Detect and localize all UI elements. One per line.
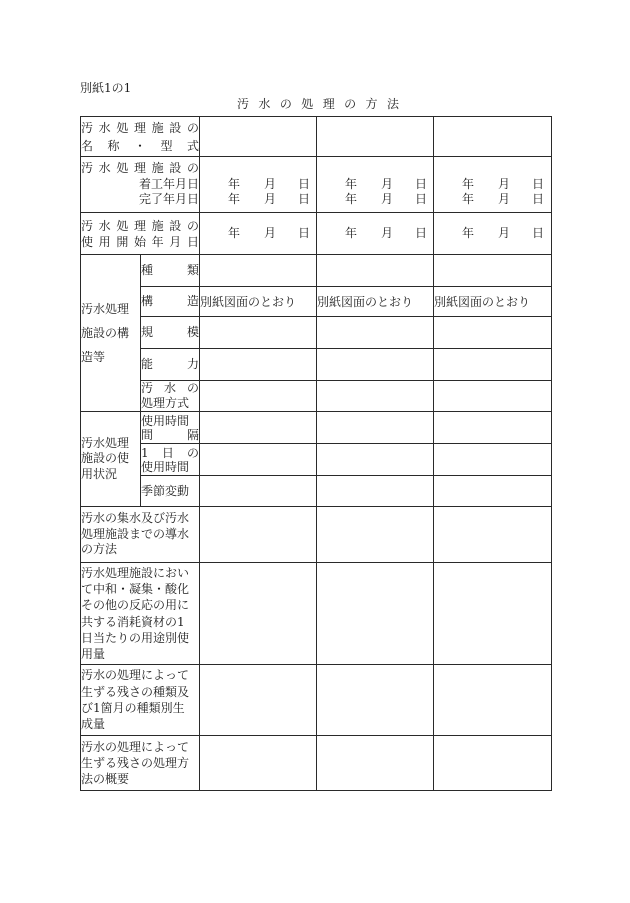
collection-method-cell-3 xyxy=(434,507,552,563)
label-glyph: 施 xyxy=(151,161,164,176)
residue-types-cell-1 xyxy=(200,665,317,736)
usage-group-label-line: 施設の使 xyxy=(81,451,130,466)
label-glyph: 類 xyxy=(187,263,200,277)
date-group xyxy=(434,161,551,208)
structure-capacity-cell-3 xyxy=(434,349,552,381)
label-glyph: 水 xyxy=(98,120,111,135)
construction-start-label: 着工年月日 xyxy=(139,176,200,191)
label-glyph: 構 xyxy=(141,294,154,308)
use-start-date-line xyxy=(200,226,316,242)
treatment-method-cell-1 xyxy=(200,381,317,412)
year-unit: 年 xyxy=(462,176,475,191)
date-group xyxy=(200,161,316,208)
usage-daily-hours-cell-3 xyxy=(434,444,552,476)
month-unit: 月 xyxy=(264,225,277,240)
collection-method-cell-1 xyxy=(200,507,317,563)
structure-type-cell-1 xyxy=(200,255,317,287)
consumables-label-line: 共する消耗資材の1 xyxy=(81,614,185,629)
construction-dates-label xyxy=(81,157,200,213)
label-glyph: 施 xyxy=(151,120,164,135)
month-unit: 月 xyxy=(381,176,394,191)
facility-name-type-label-line xyxy=(81,137,199,155)
label-glyph: 用 xyxy=(98,234,111,249)
usage-hours-interval-cell-1 xyxy=(200,412,317,444)
residue-disposal-label-line: 汚水の処理によって xyxy=(81,740,190,754)
start-date-line xyxy=(317,177,433,193)
residue-types-label xyxy=(81,665,200,736)
structure-value-cell-1: 別紙図面のとおり xyxy=(200,287,317,317)
page-title xyxy=(237,96,399,112)
label-glyph: の xyxy=(186,161,199,176)
treatment-method-cell-3 xyxy=(434,381,552,412)
construction-dates-cell-3 xyxy=(434,157,552,213)
usage-hours-interval-label-line: 使用時間 xyxy=(141,413,190,428)
treatment-method-cell-2 xyxy=(317,381,434,412)
collection-method-label-line: 汚水の集水及び汚水 xyxy=(81,511,190,526)
label-glyph: 造 xyxy=(187,294,200,308)
label-glyph: の xyxy=(186,218,199,233)
label-glyph: 汚 xyxy=(81,161,94,176)
structure-capacity-label xyxy=(141,349,200,381)
structure-scale-cell-3 xyxy=(434,317,552,349)
label-glyph: 隔 xyxy=(187,427,200,442)
row-usage-hours-interval xyxy=(81,412,552,444)
label-glyph: 処 xyxy=(301,97,314,111)
facility-name-type-label-line xyxy=(81,119,199,137)
row-structure-treatment-method xyxy=(81,381,552,412)
structure-type-cell-2 xyxy=(317,255,434,287)
structure-value-cell-2: 別紙図面のとおり xyxy=(317,287,434,317)
usage-hours-interval-label-line xyxy=(141,428,199,442)
collection-method-label-line: の方法 xyxy=(81,542,118,557)
usage-seasonal-variation-cell-2 xyxy=(317,476,434,507)
structure-capacity-label-text xyxy=(141,357,199,372)
month-unit: 月 xyxy=(264,192,277,207)
label-glyph: 種 xyxy=(141,263,154,277)
date-group xyxy=(317,161,433,208)
usage-seasonal-variation-cell-1 xyxy=(200,476,317,507)
month-unit: 月 xyxy=(381,225,394,240)
row-residue-types xyxy=(81,665,552,736)
label-glyph: 水 xyxy=(258,97,271,111)
start-date-line xyxy=(200,177,316,193)
day-unit: 日 xyxy=(415,192,428,207)
row-facility-name-type xyxy=(81,117,552,157)
structure-scale-cell-1 xyxy=(200,317,317,349)
consumables-label-line: 用量 xyxy=(81,647,106,662)
day-unit: 日 xyxy=(298,192,311,207)
structure-group-label-line: 施設の構 xyxy=(81,326,130,340)
residue-types-label-line: 生ずる残さの種類及 xyxy=(81,684,190,699)
label-glyph: 設 xyxy=(169,218,182,233)
label-glyph: 汚 xyxy=(237,97,250,111)
label-glyph: 模 xyxy=(187,325,200,339)
day-unit: 日 xyxy=(415,176,428,191)
label-glyph: 規 xyxy=(141,325,154,339)
label-glyph: の xyxy=(186,120,199,135)
label-glyph: の xyxy=(187,381,200,395)
label-glyph: 設 xyxy=(169,161,182,176)
row-consumables xyxy=(81,563,552,665)
label-glyph: 式 xyxy=(187,138,200,153)
consumables-label xyxy=(81,563,200,665)
label-glyph: 年 xyxy=(151,234,164,249)
label-glyph: 称 xyxy=(107,138,120,153)
year-unit: 年 xyxy=(345,192,358,207)
residue-disposal-cell-3 xyxy=(434,736,552,791)
attachment-label: 別紙1の1 xyxy=(80,81,132,95)
label-glyph: 理 xyxy=(133,161,146,176)
structure-value-cell-3: 別紙図面のとおり xyxy=(434,287,552,317)
label-glyph: 型 xyxy=(160,138,173,153)
year-unit: 年 xyxy=(462,225,475,240)
label-glyph: 月 xyxy=(169,234,182,249)
residue-disposal-label-line: 法の概要 xyxy=(81,772,130,786)
construction-dates-cell-2 xyxy=(317,157,434,213)
label-glyph: 理 xyxy=(322,97,335,111)
residue-disposal-cell-1 xyxy=(200,736,317,791)
row-structure-structure xyxy=(81,287,552,317)
structure-capacity-cell-1 xyxy=(200,349,317,381)
label-glyph: 設 xyxy=(169,120,182,135)
label-glyph: 汚 xyxy=(81,120,94,135)
end-date-line xyxy=(317,192,433,208)
month-unit: 月 xyxy=(498,192,511,207)
consumables-cell-1 xyxy=(200,563,317,665)
facility-name-type-label xyxy=(81,117,200,157)
structure-capacity-cell-2 xyxy=(317,349,434,381)
year-unit: 年 xyxy=(462,192,475,207)
construction-dates-cell-1 xyxy=(200,157,317,213)
end-date-line xyxy=(434,192,551,208)
usage-group-label-line: 汚水処理 xyxy=(81,435,130,450)
residue-types-label-line: 汚水の処理によって xyxy=(81,668,190,683)
usage-seasonal-variation-cell-3 xyxy=(434,476,552,507)
label-glyph: 汚 xyxy=(141,381,154,395)
structure-scale-label xyxy=(141,317,200,349)
structure-type-cell-3 xyxy=(434,255,552,287)
usage-group-label-line: 用状況 xyxy=(81,466,118,481)
year-unit: 年 xyxy=(228,176,241,191)
row-usage-seasonal-variation xyxy=(81,476,552,507)
usage-daily-hours-label-line: 使用時間 xyxy=(141,459,190,474)
start-date-line xyxy=(434,177,551,193)
day-unit: 日 xyxy=(532,225,545,240)
consumables-cell-3 xyxy=(434,563,552,665)
label-glyph: 汚 xyxy=(81,218,94,233)
label-glyph: 処 xyxy=(116,161,129,176)
residue-disposal-label-line: 生ずる残さの処理方 xyxy=(81,756,190,770)
month-unit: 月 xyxy=(498,176,511,191)
row-construction-dates xyxy=(81,157,552,213)
label-glyph: 処 xyxy=(116,120,129,135)
usage-seasonal-variation-label-text: 季節変動 xyxy=(141,483,190,498)
use-start-date-label-line xyxy=(81,234,199,250)
label-glyph: 処 xyxy=(116,218,129,233)
residue-types-cell-2 xyxy=(317,665,434,736)
label-glyph: 使 xyxy=(81,234,94,249)
consumables-cell-2 xyxy=(317,563,434,665)
use-start-date-label-line xyxy=(81,218,199,234)
year-unit: 年 xyxy=(228,192,241,207)
label-glyph: 日 xyxy=(161,445,174,460)
construction-dates-label-top xyxy=(81,161,199,177)
label-glyph: 理 xyxy=(133,120,146,135)
row-structure-scale xyxy=(81,317,552,349)
row-residue-disposal xyxy=(81,736,552,791)
structure-structure-label xyxy=(141,287,200,317)
row-use-start-date xyxy=(81,213,552,255)
facility-name-type-cell-3 xyxy=(434,117,552,157)
construction-end-label: 完了年月日 xyxy=(139,192,200,207)
label-glyph: 名 xyxy=(81,138,94,153)
use-start-date-line xyxy=(317,226,433,242)
facility-name-type-cell-2 xyxy=(317,117,434,157)
label-glyph: 水 xyxy=(98,218,111,233)
row-structure-capacity xyxy=(81,349,552,381)
label-glyph: 間 xyxy=(141,427,154,442)
structure-type-label xyxy=(141,255,200,287)
year-unit: 年 xyxy=(228,225,241,240)
usage-daily-hours-cell-1 xyxy=(200,444,317,476)
facility-name-type-cell-1 xyxy=(200,117,317,157)
label-glyph: 1 xyxy=(141,445,149,460)
use-start-date-cell-1 xyxy=(200,213,317,255)
day-unit: 日 xyxy=(415,225,428,240)
collection-method-cell-2 xyxy=(317,507,434,563)
residue-types-label-line: 成量 xyxy=(81,717,106,732)
consumables-label-line: て中和・凝集・酸化 xyxy=(81,581,190,596)
day-unit: 日 xyxy=(298,176,311,191)
structure-treatment-method-label xyxy=(141,381,200,412)
month-unit: 月 xyxy=(498,225,511,240)
consumables-label-line: その他の反応の用に xyxy=(81,598,190,613)
use-start-date-cell-2 xyxy=(317,213,434,255)
usage-group-label xyxy=(81,412,141,507)
structure-scale-label-text xyxy=(141,325,199,340)
consumables-label-line: 日当たりの用途別使 xyxy=(81,630,190,645)
label-glyph: 理 xyxy=(133,218,146,233)
usage-seasonal-variation-label xyxy=(141,476,200,507)
structure-type-label-text xyxy=(141,263,199,278)
usage-daily-hours-label-line xyxy=(141,446,199,460)
year-unit: 年 xyxy=(345,225,358,240)
use-start-date-line xyxy=(434,226,551,242)
day-unit: 日 xyxy=(532,176,545,191)
consumables-label-line: 汚水処理施設におい xyxy=(81,565,190,580)
label-glyph: 力 xyxy=(187,357,200,371)
collection-method-label xyxy=(81,507,200,563)
structure-structure-label-text xyxy=(141,294,199,309)
usage-hours-interval-label xyxy=(141,412,200,444)
treatment-method-label-line: 処理方式 xyxy=(141,396,190,410)
structure-group-label xyxy=(81,255,141,412)
label-glyph: の xyxy=(344,97,357,111)
label-glyph: の xyxy=(187,445,200,460)
label-glyph: 始 xyxy=(133,234,146,249)
label-glyph: 水 xyxy=(98,161,111,176)
structure-group-label-line: 汚水処理 xyxy=(81,302,130,316)
label-glyph: 施 xyxy=(151,218,164,233)
use-start-date-cell-3 xyxy=(434,213,552,255)
label-glyph: 能 xyxy=(141,357,154,371)
residue-disposal-label xyxy=(81,736,200,791)
residue-disposal-cell-2 xyxy=(317,736,434,791)
residue-types-cell-3 xyxy=(434,665,552,736)
treatment-method-label-line xyxy=(141,381,199,396)
usage-daily-hours-label xyxy=(141,444,200,476)
usage-daily-hours-cell-2 xyxy=(317,444,434,476)
label-glyph: 水 xyxy=(164,381,177,395)
label-glyph: 日 xyxy=(186,234,199,249)
label-glyph: の xyxy=(279,97,292,111)
structure-scale-cell-2 xyxy=(317,317,434,349)
row-structure-type xyxy=(81,255,552,287)
year-unit: 年 xyxy=(345,176,358,191)
end-date-line xyxy=(200,192,316,208)
row-usage-daily-hours xyxy=(81,444,552,476)
usage-hours-interval-cell-3 xyxy=(434,412,552,444)
month-unit: 月 xyxy=(381,192,394,207)
month-unit: 月 xyxy=(264,176,277,191)
use-start-date-label xyxy=(81,213,200,255)
collection-method-label-line: 処理施設までの導水 xyxy=(81,526,190,541)
residue-types-label-line: び1箇月の種類別生 xyxy=(81,701,185,715)
usage-hours-interval-cell-2 xyxy=(317,412,434,444)
day-unit: 日 xyxy=(532,192,545,207)
treatment-method-table xyxy=(80,116,552,791)
structure-group-label-line: 造等 xyxy=(81,350,106,364)
label-glyph: 法 xyxy=(386,97,399,111)
row-collection-method xyxy=(81,507,552,563)
day-unit: 日 xyxy=(298,225,311,240)
label-glyph: 方 xyxy=(365,97,378,111)
label-glyph: 開 xyxy=(116,234,129,249)
label-glyph: ・ xyxy=(134,138,147,153)
